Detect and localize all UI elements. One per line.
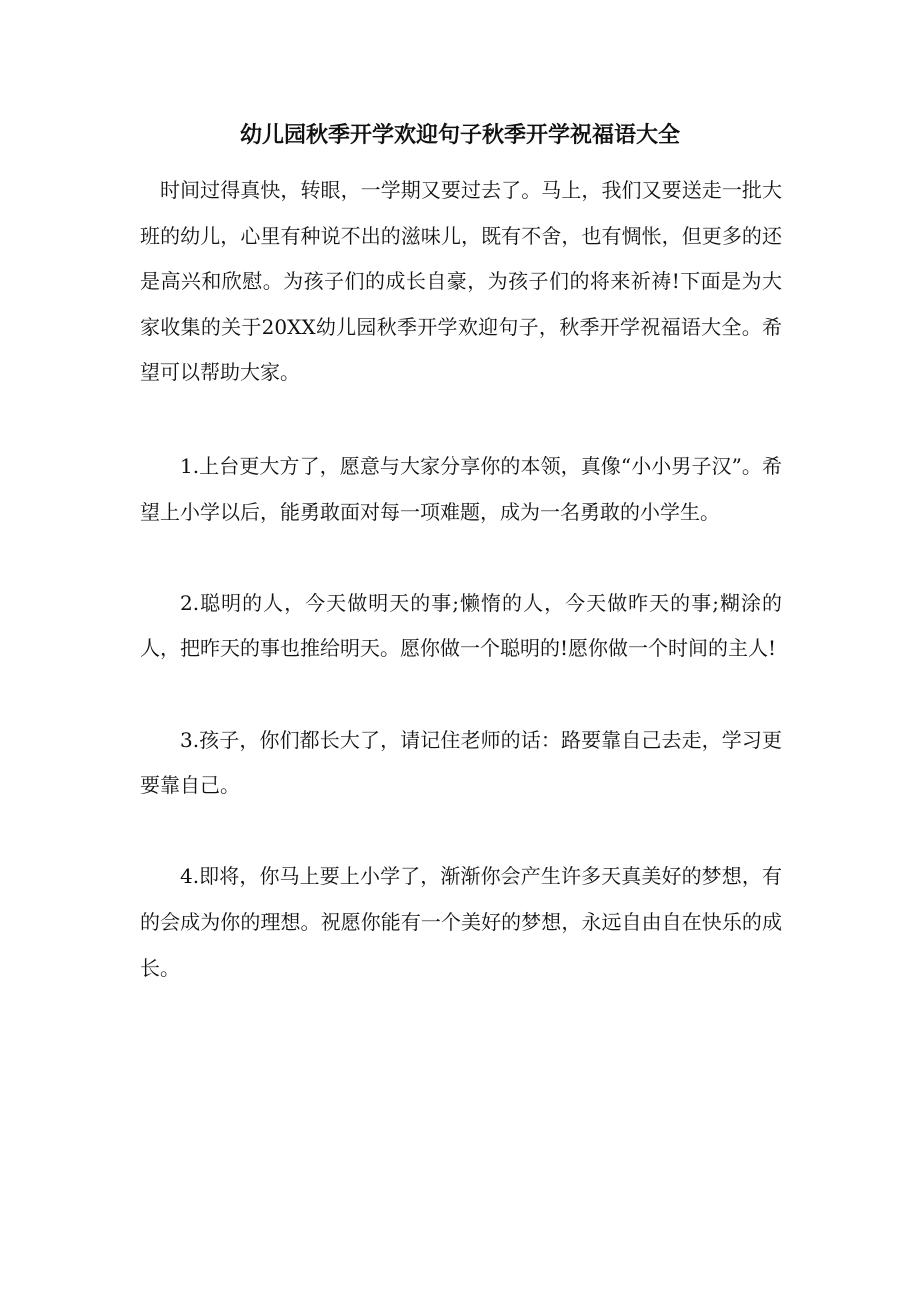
- intro-paragraph: 时间过得真快，转眼，一学期又要过去了。马上，我们又要送走一批大班的幼儿，心里有种说不出的滋味儿，既有不舍，也有惆怅，但更多的还是高兴和欣慰。为孩子们的成长自豪，为孩子们的将来祈祷!下面是为大家收集的关于20XX幼儿园秋季开学欢迎句子，秋季开学祝福语大全。希望可以帮助大家。: [140, 178, 782, 385]
- document-body: [140, 168, 782, 991]
- document-title: 幼儿园秋季开学欢迎句子秋季开学祝福语大全: [239, 122, 680, 148]
- list-item-1: 1.上台更大方了，愿意与大家分享你的本领，真像“小小男子汉”。希望上小学以后，能勇敢面对每一项难题，成为一名勇敢的小学生。: [140, 453, 782, 524]
- list-item-3: 3.孩子，你们都长大了，请记住老师的话：路要靠自己去走，学习更要靠自己。: [140, 727, 782, 798]
- list-item-2: 2.聪明的人，今天做明天的事;懒惰的人，今天做昨天的事;糊涂的人，把昨天的事也推给明天。愿你做一个聪明的!愿你做一个时间的主人!: [140, 590, 782, 661]
- list-item-4: 4.即将，你马上要上小学了，渐渐你会产生许多天真美好的梦想，有的会成为你的理想。祝愿你能有一个美好的梦想，永远自由自在快乐的成长。: [140, 864, 782, 980]
